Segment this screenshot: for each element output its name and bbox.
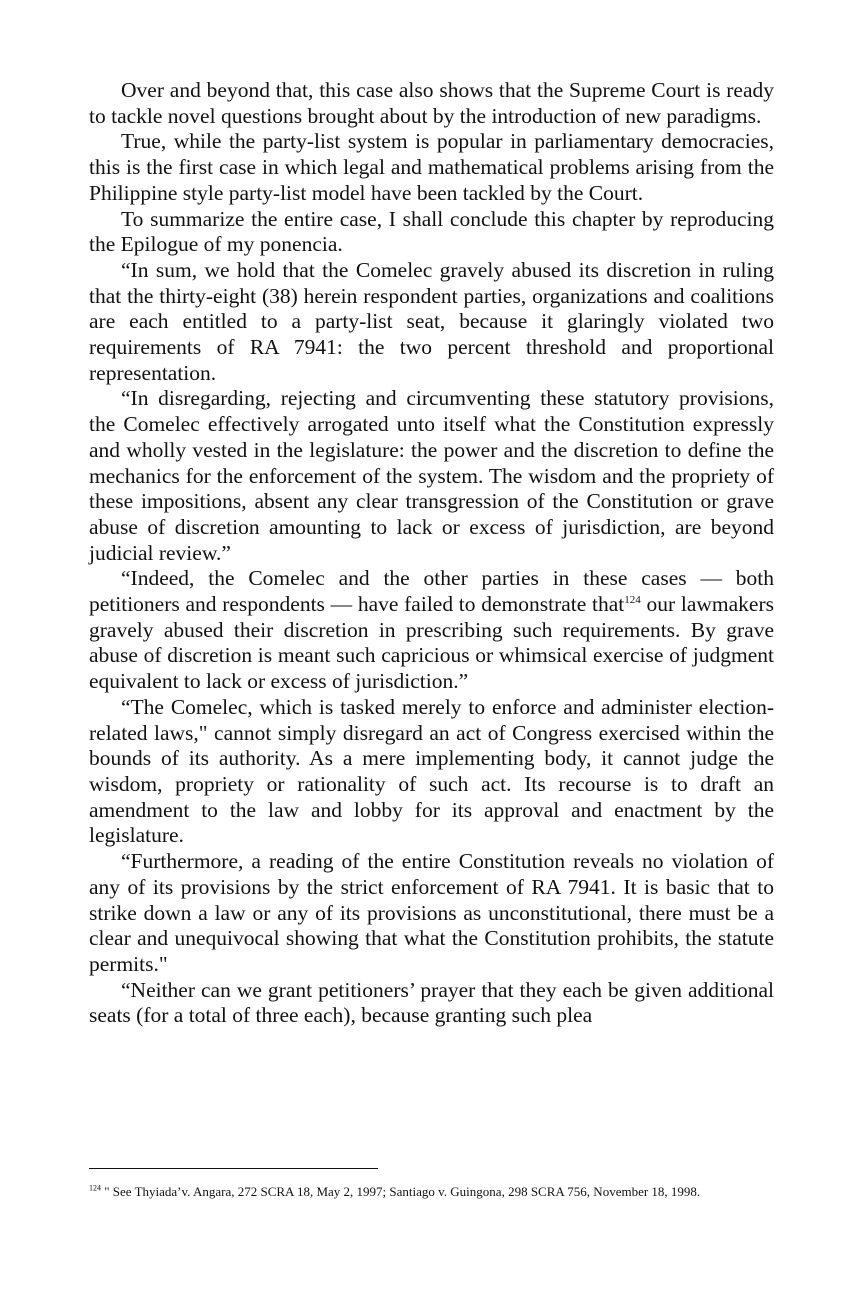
paragraph-9-epilogue-quote: “Neither can we grant petitioners’ prayer that they each be given additional seats (for a total of three each), because granting such plea: [89, 977, 774, 1028]
paragraph-2: True, while the party-list system is popular in parliamentary democracies, this is the first case in which legal and mathematical problems arising from the Philippine style party-list model have been tackled by the Court.: [89, 129, 774, 205]
footnote-reference-124[interactable]: 124: [624, 593, 641, 606]
footnote-124: [89, 1183, 774, 1200]
footnote-divider: [89, 1168, 378, 1169]
paragraph-8-epilogue-quote: “Furthermore, a reading of the entire Constitution reveals no violation of any of its provisions by the strict enforcement of RA 7941. It is basic that to strike down a law or any of its provisions as unconstitutional, there must be a clear and unequivocal showing that what the Constitution prohibits, the statute permits.": [89, 849, 774, 976]
body-text: [89, 78, 774, 1029]
paragraph-6-epilogue-quote: [89, 566, 774, 695]
paragraph-1: Over and beyond that, this case also shows that the Supreme Court is ready to tackle novel questions brought about by the introduction of new paradigms.: [89, 78, 774, 128]
paragraph-5-epilogue-quote: “In disregarding, rejecting and circumventing these statutory provisions, the Comelec effectively arrogated unto itself what the Constitution expressly and wholly vested in the legislature: the power and the discretion to define the mechanics for the enforcement of the system. The wisdom and the propriety of these impositions, absent any clear transgression of the Constitution or grave abuse of discretion amounting to lack or excess of jurisdiction, are beyond judicial review.”: [89, 386, 774, 565]
paragraph-6-text-before: “Indeed, the Comelec and the other parties in these cases — both petitioners and respondents — have failed to demonstrate that: [89, 566, 774, 617]
paragraph-7-epilogue-quote: “The Comelec, which is tasked merely to enforce and administer election-related laws," cannot simply disregard an act of Congress exercised within the bounds of its authority. As a mere implementing body, it cannot judge the wisdom, propriety or rationality of such act. Its recourse is to draft an amendment to the law and lobby for its approval and enactment by the legislature.: [89, 694, 774, 848]
paragraph-3: To summarize the entire case, I shall conclude this chapter by reproducing the Epilogue of my ponencia.: [89, 206, 774, 257]
paragraph-4-epilogue-quote: “In sum, we hold that the Comelec gravely abused its discretion in ruling that the thirty-eight (38) herein respondent parties, organizations and coalitions are each entitled to a party-list seat, because it glaringly violated two requirements of RA 7941: the two percent threshold and proportional representation.: [89, 257, 774, 385]
footnote-marker: 124: [89, 1183, 101, 1193]
footnote-text: " See Thyiada’v. Angara, 272 SCRA 18, May 2, 1997; Santiago v. Guingona, 298 SCRA 756, November 18, 1998.: [101, 1184, 701, 1199]
paragraph-6-text-after: our lawmakers gravely abused their discretion in prescribing such requirements. By grave abuse of discretion is meant such capricious or whimsical exercise of judgment equivalent to lack or excess of jurisdiction.”: [89, 592, 774, 694]
